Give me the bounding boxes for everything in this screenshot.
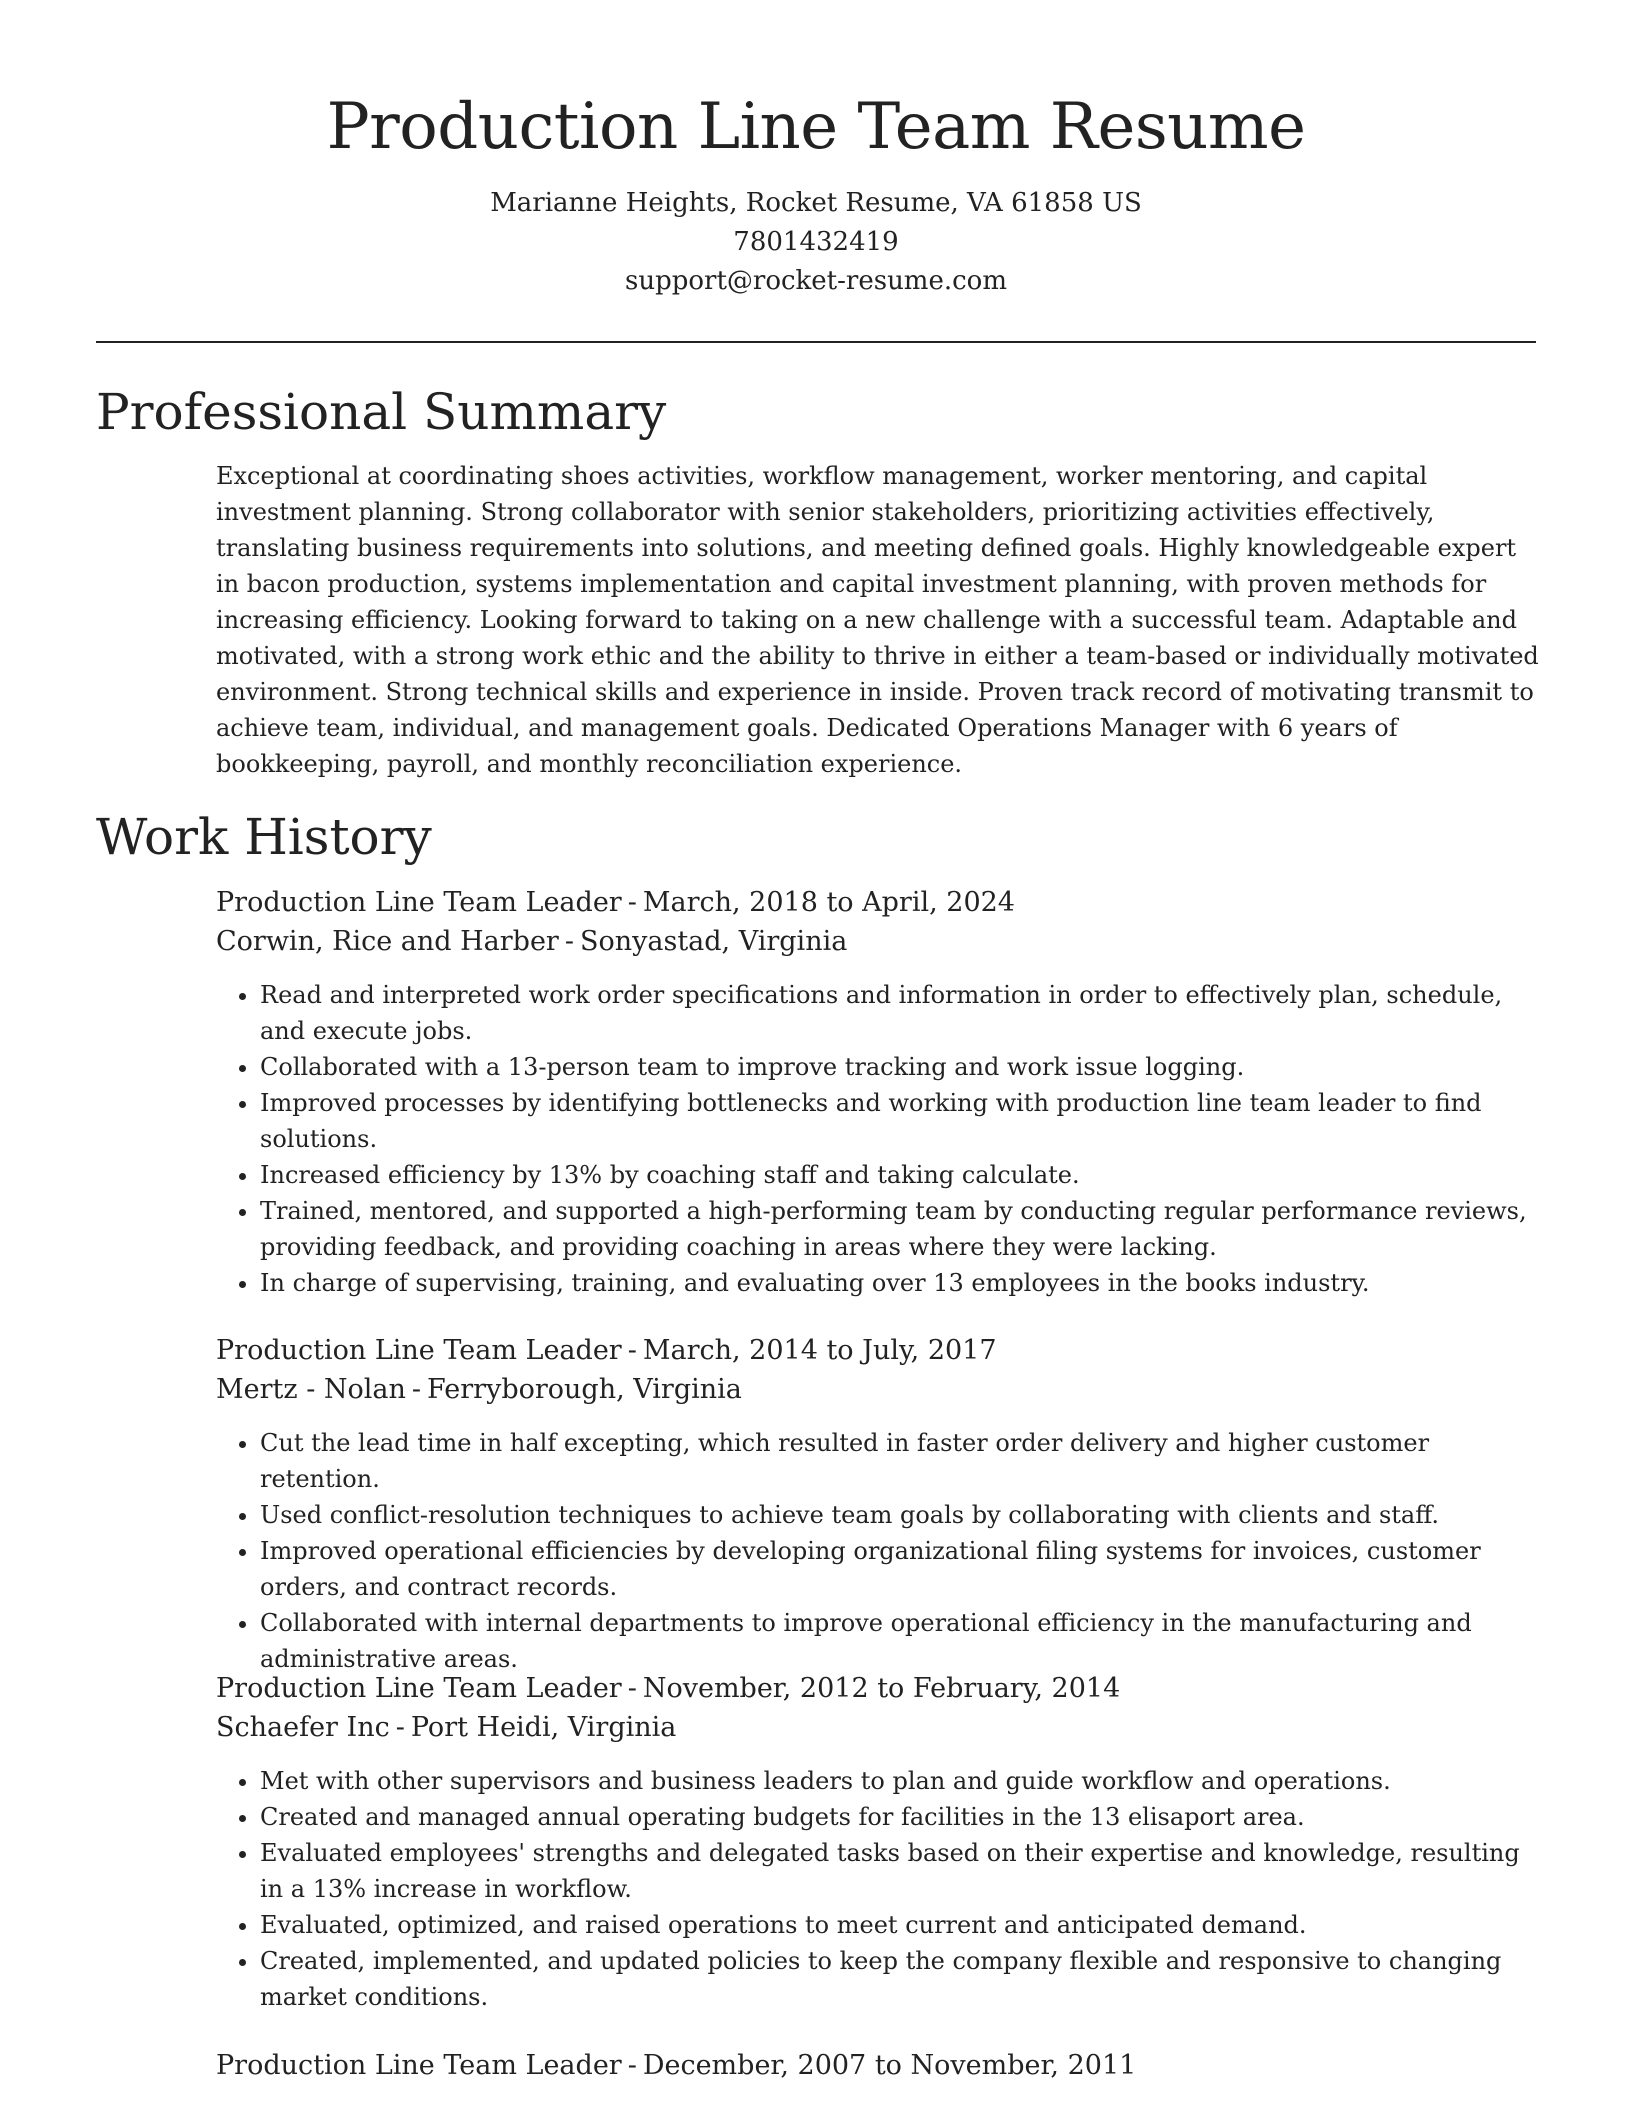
job-bullet: • Evaluated employees' strengths and delegated tasks based on their expertise and knowledge, resulting in a 13% increase in workflow. — [260, 1835, 1540, 1907]
job-company-line — [216, 1370, 1540, 1409]
job-bullet: • Collaborated with internal departments to improve operational efficiency in the manufacturing and administrative areas. — [260, 1605, 1540, 1677]
work-history-heading: Work History — [96, 808, 432, 866]
job-entry — [216, 1669, 1540, 2015]
job-entry — [216, 2046, 1540, 2085]
job-bullets — [216, 1763, 1540, 2015]
job-bullet: • Collaborated with a 13-person team to improve tracking and work issue logging. — [260, 1049, 1540, 1085]
contact-info — [0, 184, 1632, 301]
job-entry — [216, 1331, 1540, 1677]
contact-email: support@rocket-resume.com — [624, 266, 1007, 296]
job-separator: - — [627, 887, 637, 918]
job-bullet: • Cut the lead time in half excepting, which resulted in faster order delivery and higher customer retention. — [260, 1425, 1540, 1497]
job-dates: March, 2014 to July, 2017 — [642, 1335, 997, 1366]
job-company-line — [216, 922, 1540, 961]
page-title: Production Line Team Resume — [326, 90, 1306, 164]
resume-header — [0, 0, 1632, 301]
job-location: Port Heidi, Virginia — [410, 1712, 677, 1743]
job-title-line — [216, 2046, 1540, 2085]
job-bullet: • Improved processes by identifying bottlenecks and working with production line team leader to find solutions. — [260, 1085, 1540, 1157]
summary-text: Exceptional at coordinating shoes activities, workflow management, worker mentoring, and capital investment planning. Strong collaborator with senior stakeholders, prioritizing activities effectively, translating business requirements into solutions, and meeting defined goals. Highly knowledgeable expert in bacon production, systems implementation and capital investment planning, with proven methods for increasing efficiency. Looking forward to taking on a new challenge with a successful team. Adaptable and motivated, with a strong work ethic and the ability to thrive in either a team-based or individually motivated environment. Strong technical skills and experience in inside. Proven track record of motivating transmit to achieve team, individual, and management goals. Dedicated Operations Manager with 6 years of bookkeeping, payroll, and monthly reconciliation experience. — [216, 462, 1539, 778]
job-title-line — [216, 1331, 1540, 1370]
job-dates: November, 2012 to February, 2014 — [642, 1673, 1121, 1704]
job-bullet: • Created and managed annual operating budgets for facilities in the 13 elisaport area. — [260, 1799, 1540, 1835]
job-bullet: • In charge of supervising, training, and evaluating over 13 employees in the books industry. — [260, 1265, 1540, 1301]
job-bullet: • Used conflict-resolution techniques to achieve team goals by collaborating with clients and staff. — [260, 1497, 1540, 1533]
summary-heading: Professional Summary — [96, 383, 667, 441]
job-company: Schaefer Inc — [216, 1712, 390, 1743]
job-separator: - — [627, 2050, 637, 2081]
job-entry — [216, 883, 1540, 1301]
contact-phone: 7801432419 — [733, 227, 899, 257]
contact-address: Marianne Heights, Rocket Resume, VA 61858 US — [490, 188, 1142, 218]
job-title-line — [216, 883, 1540, 922]
job-company-line — [216, 1708, 1540, 1747]
job-bullet: • Met with other supervisors and business leaders to plan and guide workflow and operations. — [260, 1763, 1540, 1799]
job-separator: - — [411, 1374, 422, 1405]
job-bullet: • Improved operational efficiencies by developing organizational filing systems for invoices, customer orders, and contract records. — [260, 1533, 1540, 1605]
header-divider — [96, 341, 1536, 343]
job-separator: - — [564, 926, 574, 957]
job-bullet: • Evaluated, optimized, and raised operations to meet current and anticipated demand. — [260, 1907, 1540, 1943]
job-role: Production Line Team Leader — [216, 1335, 622, 1366]
job-separator: - — [627, 1673, 637, 1704]
job-role: Production Line Team Leader — [216, 1673, 622, 1704]
job-company: Mertz - Nolan — [216, 1374, 406, 1405]
job-bullets — [216, 977, 1540, 1301]
job-separator: - — [627, 1335, 637, 1366]
job-location: Ferryborough, Virginia — [427, 1374, 742, 1405]
job-company: Corwin, Rice and Harber — [216, 926, 559, 957]
job-dates: December, 2007 to November, 2011 — [642, 2050, 1137, 2081]
job-role: Production Line Team Leader — [216, 887, 622, 918]
job-bullet: • Increased efficiency by 13% by coaching staff and taking calculate. — [260, 1157, 1540, 1193]
job-bullet: • Trained, mentored, and supported a high-performing team by conducting regular performance reviews, providing feedback, and providing coaching in areas where they were lacking. — [260, 1193, 1540, 1265]
job-location: Sonyastad, Virginia — [579, 926, 848, 957]
job-bullet: • Created, implemented, and updated policies to keep the company flexible and responsive to changing market conditions. — [260, 1943, 1540, 2015]
job-separator: - — [395, 1712, 405, 1743]
job-dates: March, 2018 to April, 2024 — [642, 887, 1015, 918]
job-bullet: • Read and interpreted work order specifications and information in order to effectively plan, schedule, and execute jobs. — [260, 977, 1540, 1049]
job-bullets — [216, 1425, 1540, 1677]
job-role: Production Line Team Leader — [216, 2050, 622, 2081]
job-title-line — [216, 1669, 1540, 1708]
